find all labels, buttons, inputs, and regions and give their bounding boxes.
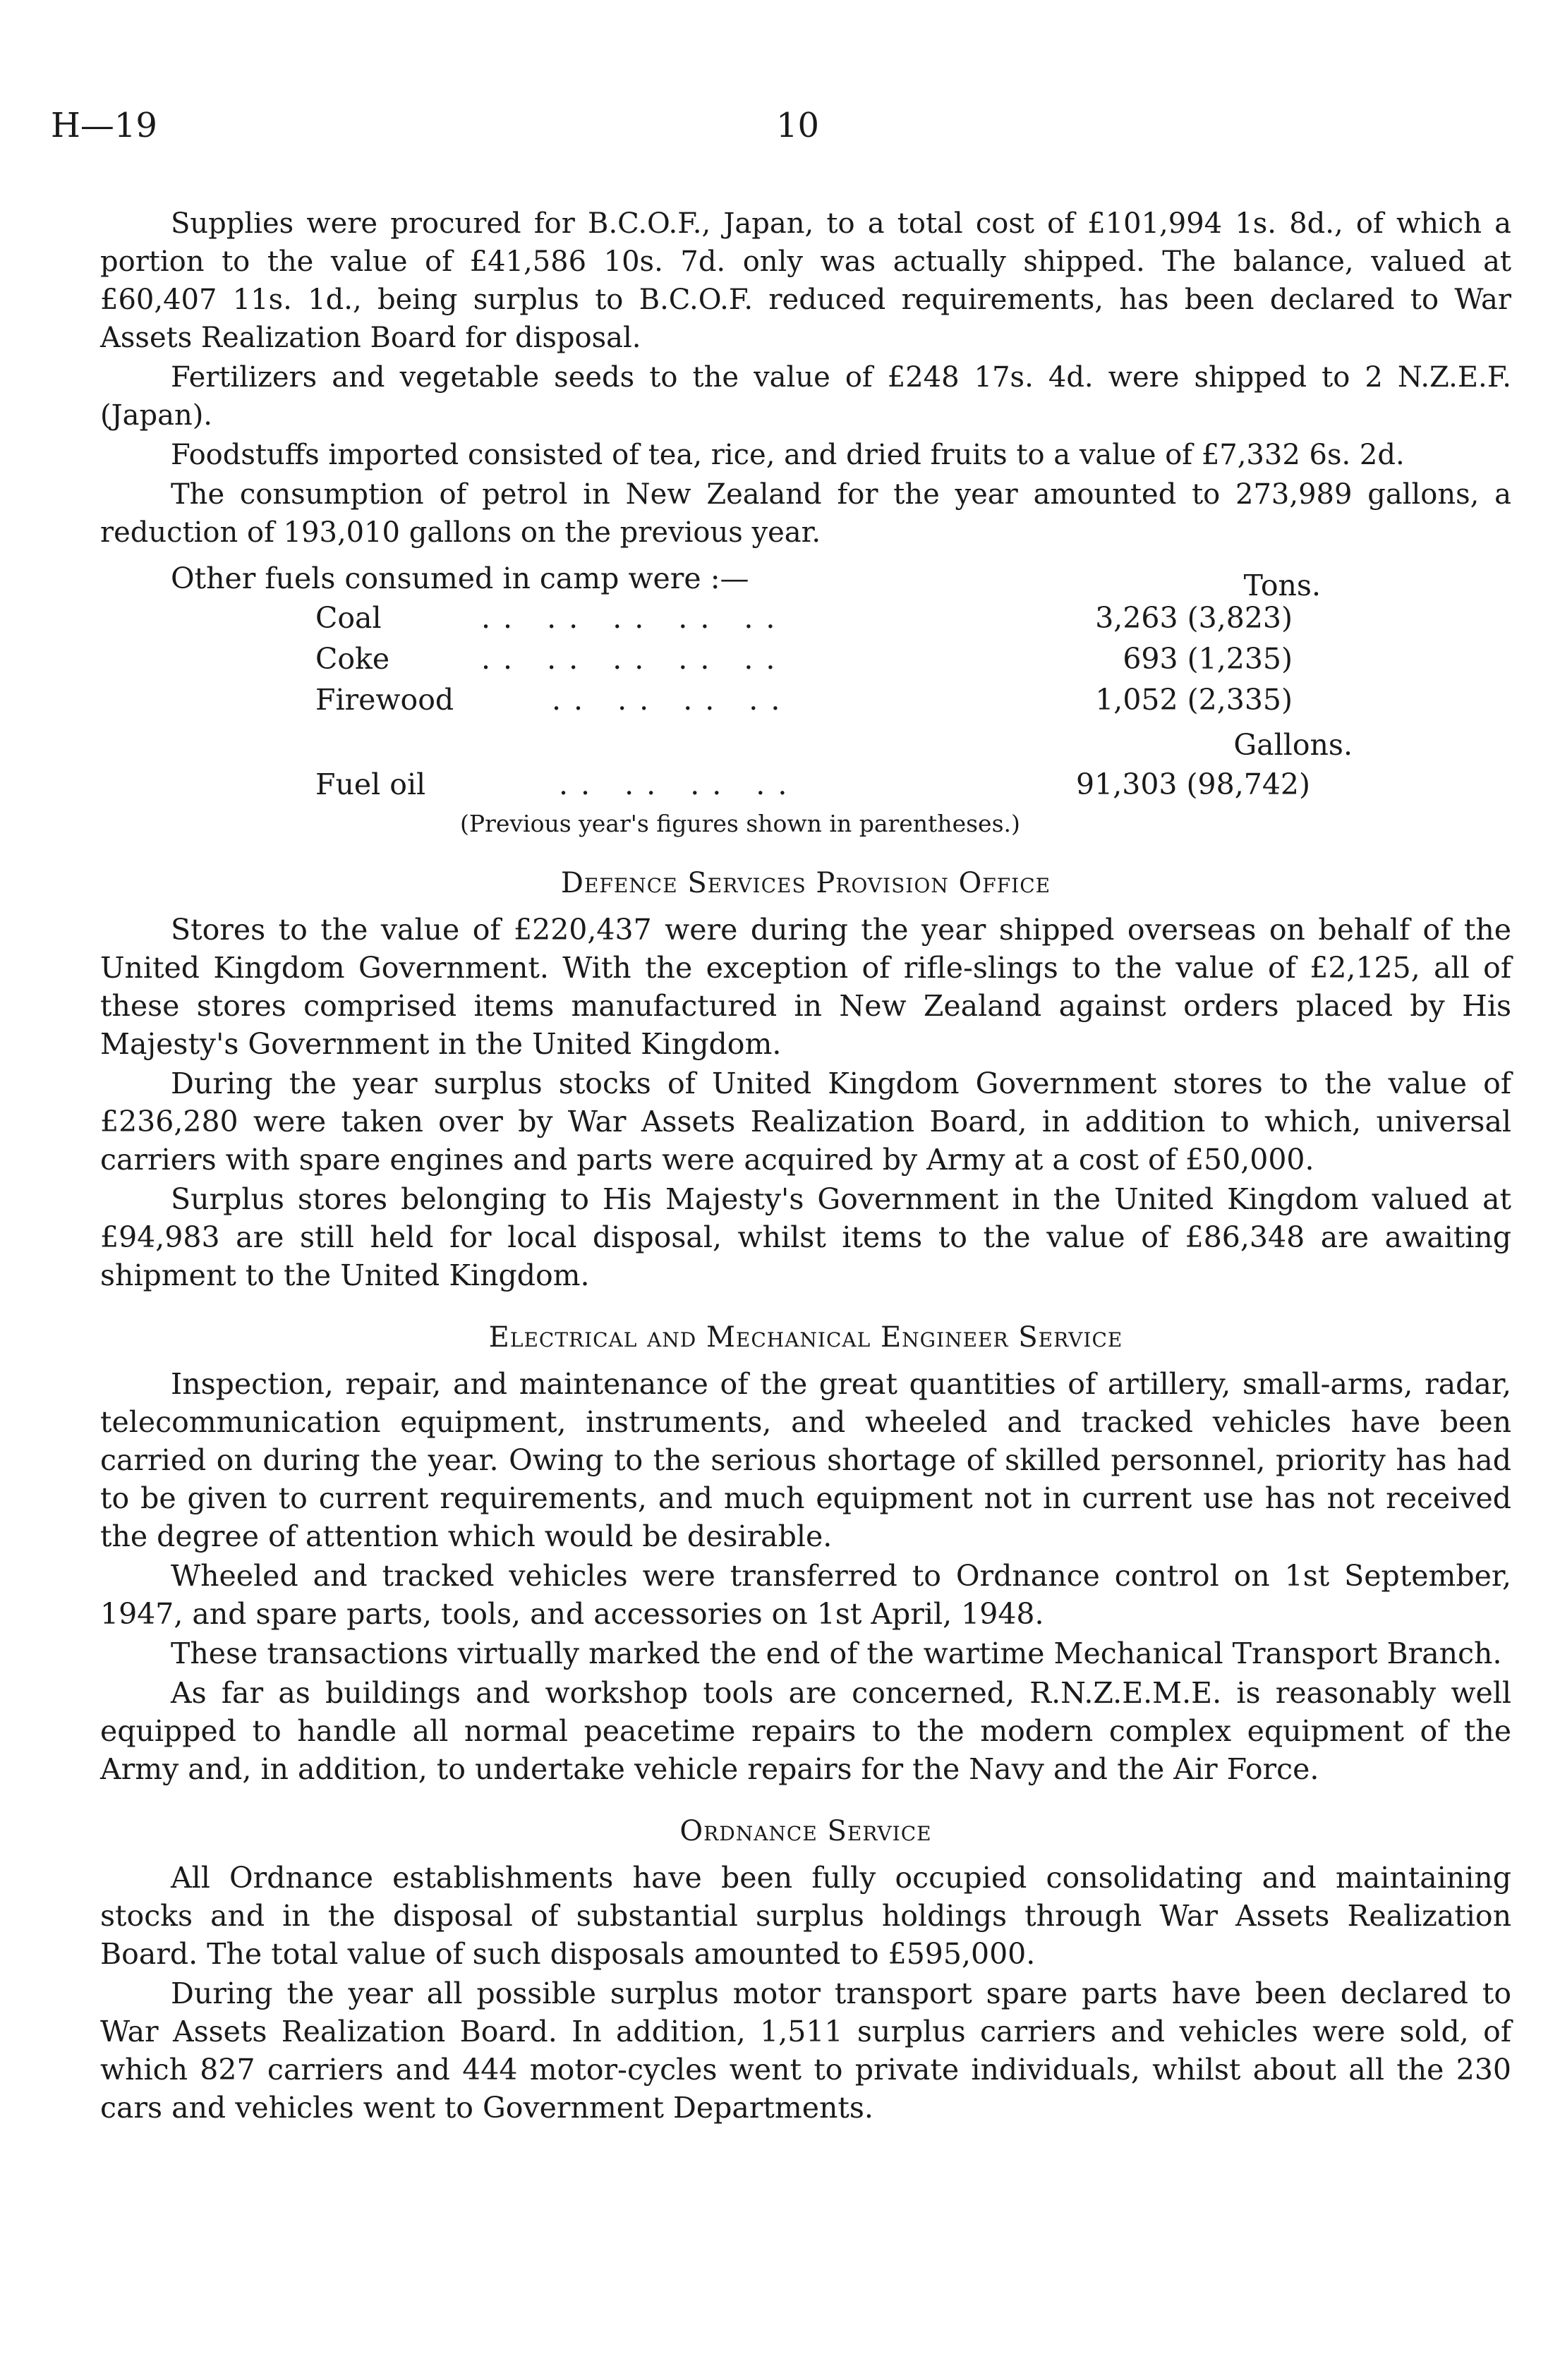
fuel-unit-gallons: Gallons. [1233,728,1353,762]
fuel-row-value: 693 (1,235) [1123,642,1293,676]
fuel-row-value: 1,052 (2,335) [1095,683,1293,717]
section-heading: Electrical and Mechanical Engineer Service [488,1321,1123,1354]
fuel-row-value: 3,263 (3,823) [1095,601,1293,635]
section-paragraph: During the year all possible surplus motor transport spare parts have been declared to War Assets Realization Board. In addition, 1,511 surplus carriers and vehicles were sold, of which 827 carriers and 444 motor-cycles went to private individuals, whilst about all the 230 cars and vehicles went to Government Departments. [100,1977,1511,2125]
document-reference: H—19 [51,106,157,145]
fuel-row-leader: .. .. .. .. [552,683,793,717]
page-number: 10 [776,106,820,145]
fuel-row-leader: .. .. .. .. .. [481,642,788,676]
paragraph-fertilizers: Fertilizers and vegetable seeds to the value of £248 17s. 4d. were shipped to 2 N.Z.E.F. (Japan). [100,361,1511,432]
section-paragraph: During the year surplus stocks of United Kingdom Government stores to the value of £236,280 were taken over by War Assets Realization Board, in addition to which, universal carriers with spare engines and parts were acquired by Army at a cost of £50,000. [100,1067,1511,1177]
fuel-row-name: Coke [315,642,390,676]
section-paragraph: Inspection, repair, and maintenance of the great quantities of artillery, small-arms, radar, telecommunication equipment, instruments, and wheeled and tracked vehicles have been carried on during the year. Owing to the serious shortage of skilled personnel, priority has had to be given to current requirements, and much equipment not in current use has not received the degree of attention which would be desirable. [100,1367,1511,1553]
section-paragraph: As far as buildings and workshop tools are concerned, R.N.Z.E.M.E. is reasonably well equipped to handle all normal peacetime repairs to the modern complex equipment of the Army and, in addition, to undertake vehicle repairs for the Navy and the Air Force. [100,1676,1511,1786]
paragraph-petrol: The consumption of petrol in New Zealand for the year amounted to 273,989 gallons, a reduction of 193,010 gallons on the previous year. [100,478,1511,549]
fuel-table-note: (Previous year's figures shown in parentheses.) [460,810,1020,837]
paragraph-bcof-supplies: Supplies were procured for B.C.O.F., Japan, to a total cost of £101,994 1s. 8d., of which a portion to the value of £41,586 10s. 7d. only was actually shipped. The balance, valued at £60,407 11s. 1d., being surplus to B.C.O.F. reduced requirements, has been declared to War Assets Realization Board for disposal. [100,207,1511,354]
section-heading: Ordnance Service [679,1815,932,1847]
section-heading: Defence Services Provision Office [560,867,1051,899]
fuel-row-leader: .. .. .. .. [559,767,800,801]
fuel-row-name: Fuel oil [315,767,426,801]
section-paragraph: These transactions virtually marked the end of the wartime Mechanical Transport Branch. [171,1637,1502,1670]
fuel-row-name: Firewood [315,683,454,717]
fuel-unit-tons: Tons. [1243,569,1321,602]
fuel-table-intro: Other fuels consumed in camp were :— [171,561,749,595]
fuel-row-leader: .. .. .. .. .. [481,601,788,635]
document-body [100,205,1511,2127]
paragraph-foodstuffs: Foodstuffs imported consisted of tea, rice, and dried fruits to a value of £7,332 6s. 2d. [171,439,1405,471]
section-paragraph: Surplus stores belonging to His Majesty's Government in the United Kingdom valued at £94,983 are still held for local disposal, whilst items to the value of £86,348 are awaiting shipment to the United Kingdom. [100,1182,1511,1292]
fuel-table [100,561,1511,840]
section-paragraph: Stores to the value of £220,437 were during the year shipped overseas on behalf of the United Kingdom Government. With the exception of rifle-slings to the value of £2,125, all of these stores comprised items manufactured in New Zealand against orders placed by His Majesty's Government in the United Kingdom. [100,913,1511,1061]
section-paragraph: All Ordnance establishments have been fully occupied consolidating and maintaining stocks and in the disposal of substantial surplus holdings through War Assets Realization Board. The total value of such disposals amounted to £595,000. [100,1861,1511,1971]
section-paragraph: Wheeled and tracked vehicles were transferred to Ordnance control on 1st September, 1947, and spare parts, tools, and accessories on 1st April, 1948. [100,1559,1511,1631]
fuel-row-value: 91,303 (98,742) [1076,767,1310,801]
fuel-row-name: Coal [315,601,382,635]
